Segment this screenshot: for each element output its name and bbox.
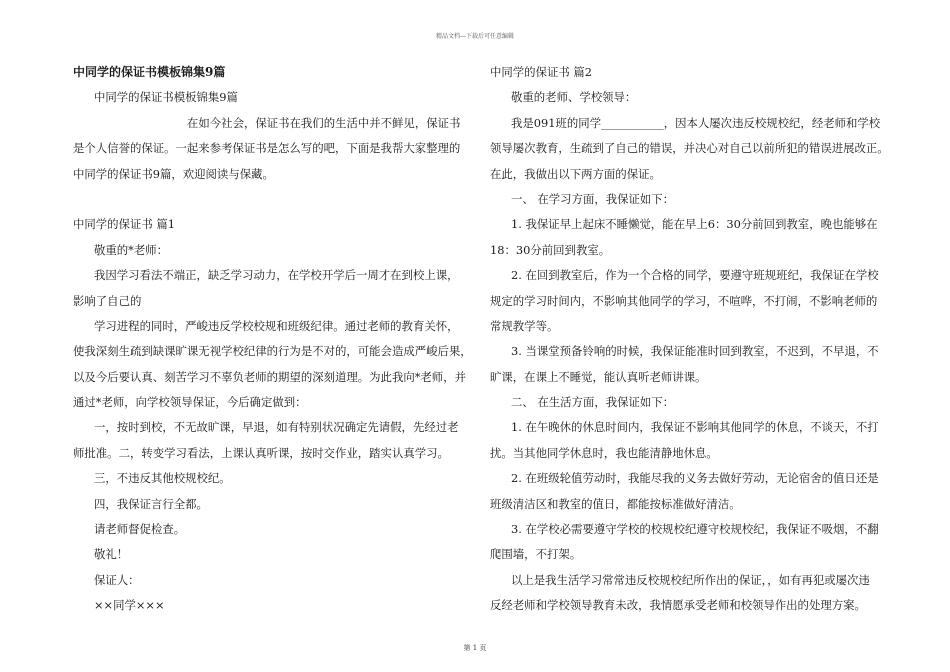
paragraph-gap [73, 187, 468, 212]
text-line: 师批准。二，转变学习看法，上课认真听课，按时交作业，踏实认真学习。 [73, 445, 449, 460]
text-line: 一，按时到校，不无故旷课，早退，如有特别状况确定先请假，先经过老 [94, 420, 459, 435]
text-line: 2. 在回到教室后，作为一个合格的同学，要遵守班规班纪，我保证在学校 [511, 268, 879, 283]
text-line: 中同学的保证书9篇，欢迎阅读与保藏。 [73, 166, 274, 181]
text-line: 1. 我保证早上起床不睡懒觉，能在早上6：30分前回到教室，晚也能够在 [511, 217, 878, 232]
text-line: 敬重的*老师： [94, 242, 169, 257]
text-line: 影响了自己的 [73, 293, 142, 308]
text-line: 通过*老师，向学校领导保证，今后确定做到： [73, 395, 307, 410]
text-line: 是个人信誉的保证。一起来参考保证书是怎么写的吧，下面是我帮大家整理的 [73, 141, 461, 156]
text-line: 反经老师和学校领导教育未改，我情愿承受老师和校领导作出的处理方案。 [490, 598, 866, 613]
page-footer: 第 1 页 [463, 644, 487, 652]
text-line: 班级清洁区和教室的值日，都能按标准做好清洁。 [490, 496, 741, 511]
text-line: 领导屡次教育，生疏到了自己的错误，并决心对自己以前所犯的错误进展改正。 [490, 141, 889, 156]
text-line: 在此，我做出以下两方面的保证。 [490, 166, 661, 181]
text-line: 中同学的保证书 篇1 [73, 217, 175, 232]
text-line: 以上是我生活学习常常违反校规校纪所作出的保证，，如有再犯或屡次违 [511, 572, 870, 587]
text-line: 2. 在班级轮值劳动时，我能尽我的义务去做好劳动，无论宿舍的值日还是 [511, 471, 879, 486]
text-line: 一、 在学习方面，我保证如下： [511, 191, 675, 206]
right-column [490, 60, 889, 619]
text-line: 二、 在生活方面，我保证如下： [511, 395, 675, 410]
text-line: 3. 在学校必需要遵守学校的校规校纪遵守校规校纪，我保证不吸烟，不翻 [511, 522, 879, 537]
text-line: 常规教学等。 [490, 318, 559, 333]
page-header: 精品文档---下载后可任意编辑 [435, 33, 515, 40]
text-line: ××同学××× [94, 598, 165, 613]
text-line: 扰。当其他同学休息时，我也能清静地休息。 [490, 445, 718, 460]
text-line: 在如今社会，保证书在我们的生活中并不鲜见，保证书 [187, 115, 461, 130]
text-line: 使我深刻生疏到缺课旷课无视学校纪律的行为是不对的，可能会造成严峻后果， [73, 344, 472, 359]
text-line: 中同学的保证书 篇2 [490, 65, 592, 79]
text-line: 保证人： [94, 572, 140, 587]
text-line: 敬重的老师、学校领导： [511, 90, 637, 105]
text-line: 以及今后要认真、刻苦学习不辜负老师的期望的深刻道理。为此我向*老师，并 [73, 369, 466, 384]
text-line: 中同学的保证书模板锦集9篇 [94, 90, 238, 105]
text-line: 我是091班的同学___________，因本人屡次违反校规校纪，经老师和学校 [511, 115, 881, 130]
text-line: 18：30分前回到教室。 [490, 242, 611, 257]
text-line: 请老师督促检查。 [94, 522, 186, 537]
text-line: 三，不违反其他校规校纪。 [94, 471, 231, 486]
text-line: 我因学习看法不端正，缺乏学习动力，在学校开学后一周才在到校上课， [94, 268, 459, 283]
text-line: 四，我保证言行全都。 [94, 496, 208, 511]
text-line: 敬礼！ [94, 547, 129, 562]
text-line: 3. 当课堂预备铃响的时候，我保证能准时回到教室，不迟到，不早退，不 [511, 344, 879, 359]
text-line: 学习进程的同时，严峻违反学校校规和班级纪律。通过老师的教育关怀， [94, 318, 459, 333]
document-title: 中同学的保证书模板锦集9篇 [73, 65, 226, 79]
text-line: 规定的学习时间内，不影响其他同学的学习，不喧哗，不打闹，不影响老师的 [490, 293, 878, 308]
text-line: 1. 在午晚休的休息时间内，我保证不影响其他同学的休息，不谈天，不打 [511, 420, 879, 435]
text-line: 旷课，在课上不睡觉，能认真听老师讲课。 [490, 369, 707, 384]
left-column [73, 60, 472, 619]
text-line: 爬围墙，不打架。 [490, 547, 582, 562]
